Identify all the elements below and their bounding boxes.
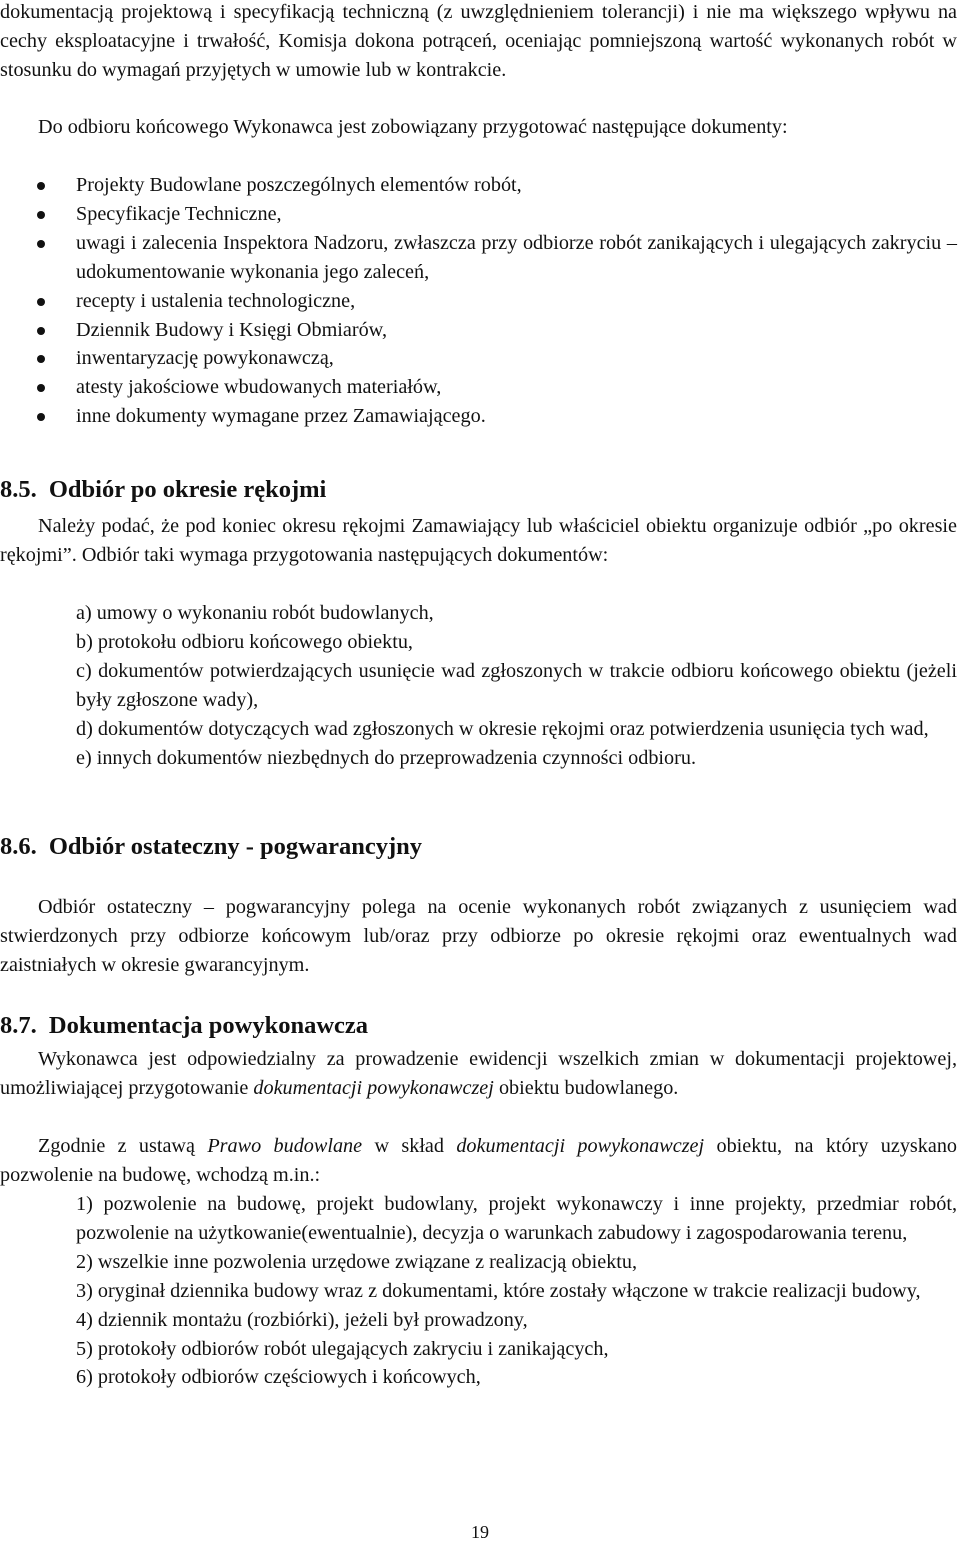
list-item: 4) dziennik montażu (rozbiórki), jeżeli był prowadzony, (76, 1308, 528, 1331)
list-item: c) dokumentów potwierdzających usunięcie wad zgłoszonych w trakcie odbioru końcowego obiektu (jeżeli były zgłoszone wady), (76, 659, 957, 711)
section-heading-8-5 (0, 475, 326, 505)
section-title: Dokumentacja powykonawcza (48, 1012, 369, 1039)
list-item: 3) oryginał dziennika budowy wraz z dokumentami, które zostały włączone w trakcie realizacji budowy, (76, 1279, 921, 1302)
bullet-item: uwagi i zalecenia Inspektora Nadzoru, zwłaszcza przy odbiorze robót zanikających i ulegających zakryciu – udokumentowanie wykonania jego zaleceń, (0, 229, 957, 287)
section-title: Odbiór po okresie rękojmi (48, 476, 327, 503)
bullet-item: inne dokumenty wymagane przez Zamawiającego. (0, 402, 957, 431)
section-number: 8.6. (0, 833, 37, 860)
bullet-item: Dziennik Budowy i Księgi Obmiarów, (0, 316, 957, 345)
final-docs-bullet-list (0, 171, 957, 431)
italic-term: dokumentacji powykonawczej (456, 1135, 705, 1157)
list-item: e) innych dokumentów niezbędnych do przeprowadzenia czynności odbioru. (76, 746, 696, 769)
bullet-item: recepty i ustalenia technologiczne, (0, 287, 957, 316)
text-run: Wykonawca jest odpowiedzialny za prowadzenie ewidencji wszelkich zmian w dokumentacji projektowej, umożliwiającej przygotowanie (0, 1048, 957, 1099)
section-heading-8-7 (0, 1011, 368, 1041)
list-item: b) protokołu odbioru końcowego obiektu, (76, 630, 413, 653)
section-title: Odbiór ostateczny - pogwarancyjny (48, 833, 423, 860)
section-number: 8.7. (0, 1012, 37, 1039)
bullet-item: Specyfikacje Techniczne, (0, 200, 957, 229)
italic-term: Prawo budowlane (207, 1135, 363, 1157)
list-item: 1) pozwolenie na budowę, projekt budowlany, projekt wykonawczy i inne projekty, przedmiar robót, pozwolenie na użytkowanie(ewentualnie), decyzja o warunkach zabudowy i zagospodarowania terenu, (76, 1193, 957, 1244)
text-run: obiektu, na który uzyskano pozwolenie na budowę, wchodzą m.in.: (0, 1135, 958, 1186)
list-item: d) dokumentów dotyczących wad zgłoszonych w okresie rękojmi oraz potwierdzenia usunięcia tych wad, (76, 717, 929, 740)
list-item: 2) wszelkie inne pozwolenia urzędowe związane z realizacją obiektu, (76, 1250, 638, 1273)
section-8-5-intro-paragraph: Należy podać, że pod koniec okresu rękojmi Zamawiający lub właściciel obiektu organizuje odbiór „po okresie rękojmi”. Odbiór taki wymaga przygotowania następujących dokumentów: (0, 515, 957, 566)
section-number: 8.5. (0, 476, 37, 503)
bullet-item: Projekty Budowlane poszczególnych elementów robót, (0, 171, 957, 200)
bullet-item: inwentaryzację powykonawczą, (0, 344, 957, 373)
list-item: 6) protokoły odbiorów częściowych i końcowych, (76, 1366, 481, 1389)
section-8-7-document-list (0, 1190, 957, 1392)
section-8-6-paragraph: Odbiór ostateczny – pogwarancyjny polega na ocenie wykonanych robót związanych z usunięciem wad stwierdzonych przy odbiorze końcowym lub/oraz przy odbiorze po okresie rękojmi oraz ewentualnych wad zaistniałych w okresie gwarancyjnym. (0, 896, 957, 976)
text-run: Zgodnie z ustawą (38, 1135, 208, 1157)
section-8-5-document-list (0, 599, 957, 772)
section-8-7-paragraph-2 (0, 1132, 957, 1190)
bullet-item: atesty jakościowe wbudowanych materiałów, (0, 373, 957, 402)
list-item: a) umowy o wykonaniu robót budowlanych, (76, 602, 434, 624)
page-number: 19 (471, 1522, 489, 1542)
final-docs-intro-paragraph: Do odbioru końcowego Wykonawca jest zobowiązany przygotować następujące dokumenty: (38, 116, 788, 138)
intro-continuation-paragraph: dokumentacją projektową i specyfikacją techniczną (z uwzględnieniem tolerancji) i nie ma większego wpływu na cechy eksploatacyjne i trwałość, Komisja dokona potrąceń, oceniając pomniejszoną wartość wykonanych robót w stosunku do wymagań przyjętych w umowie lub w kontrakcie. (0, 1, 957, 81)
section-8-7-paragraph-1 (0, 1045, 957, 1103)
text-run: obiektu budowlanego. (493, 1076, 679, 1099)
italic-term: dokumentacji powykonawczej (253, 1076, 494, 1099)
section-heading-8-6 (0, 832, 422, 862)
text-run: w skład (362, 1135, 457, 1157)
list-item: 5) protokoły odbiorów robót ulegających zakryciu i zanikających, (76, 1337, 609, 1360)
